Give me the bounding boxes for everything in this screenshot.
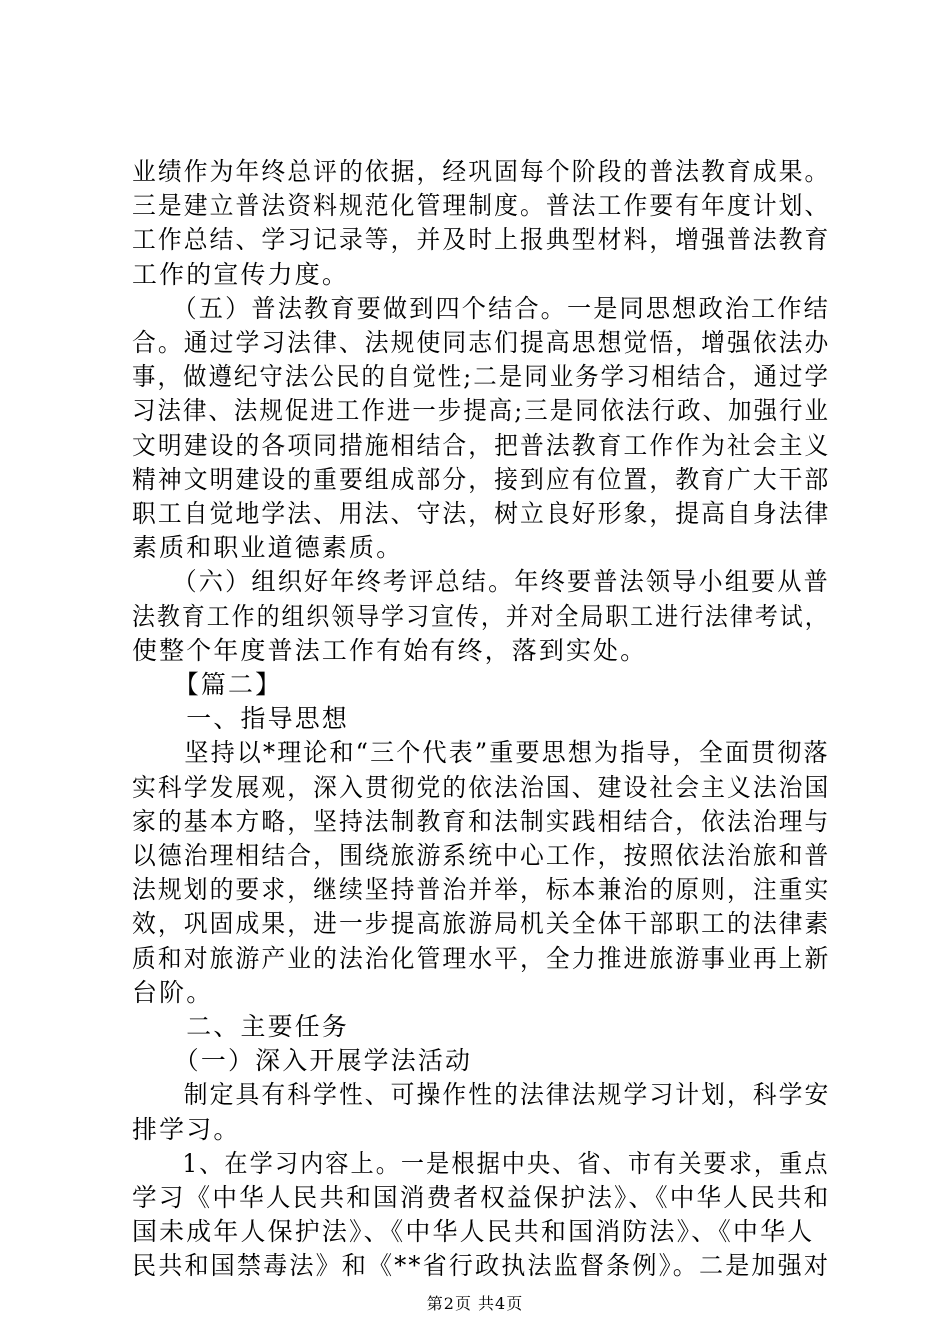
- text-line: 台阶。: [132, 978, 214, 1007]
- text-line: 国未成年人保护法》、《中华人民共和国消防法》、《中华人: [132, 1217, 815, 1246]
- section-heading: （一）深入开展学法活动: [132, 1046, 473, 1075]
- text-line: 家的基本方略，坚持法制教育和法制实践相结合，依法治理与: [132, 807, 831, 836]
- section-heading: 一、指导思想: [132, 704, 349, 733]
- text-line: 事，做遵纪守法公民的自觉性;二是同业务学习相结合，通过学: [132, 362, 831, 391]
- text-line: 工作总结、学习记录等，并及时上报典型材料，增强普法教育: [132, 225, 831, 254]
- text-line: 排学习。: [132, 1115, 241, 1144]
- section-heading: 【篇二】: [132, 670, 283, 699]
- text-line: 习法律、法规促进工作进一步提高;三是同依法行政、加强行业: [132, 396, 831, 425]
- text-line: 法教育工作的组织领导学习宣传，并对全局职工进行法律考试，: [132, 602, 830, 631]
- text-line: （六）组织好年终考评总结。年终要普法领导小组要从普: [132, 567, 830, 596]
- text-line: 1、在学习内容上。一是根据中央、省、市有关要求，重点: [132, 1149, 830, 1178]
- text-line: 合。通过学习法律、法规使同志们提高思想觉悟，增强依法办: [132, 328, 831, 357]
- text-line: 实科学发展观，深入贯彻党的依法治国、建设社会主义法治国: [132, 773, 831, 802]
- text-line: 法规划的要求，继续坚持普治并举，标本兼治的原则，注重实: [132, 875, 831, 904]
- text-line: 以德治理相结合，围绕旅游系统中心工作，按照依法治旅和普: [132, 841, 831, 870]
- text-line: （五）普法教育要做到四个结合。一是同思想政治工作结: [132, 294, 830, 323]
- text-line: 学习《中华人民共和国消费者权益保护法》、《中华人民共和: [132, 1183, 831, 1212]
- section-heading: 二、主要任务: [132, 1012, 349, 1041]
- text-line: 工作的宣传力度。: [132, 260, 349, 289]
- text-line: 业绩作为年终总评的依据，经巩固每个阶段的普法教育成果。: [132, 157, 831, 186]
- text-line: 坚持以*理论和“三个代表”重要思想为指导，全面贯彻落: [132, 738, 830, 767]
- text-line: 效，巩固成果，进一步提高旅游局机关全体干部职工的法律素: [132, 909, 831, 938]
- text-line: 使整个年度普法工作有始有终，落到实处。: [132, 636, 648, 665]
- text-line: 精神文明建设的重要组成部分，接到应有位置，教育广大干部: [132, 465, 831, 494]
- text-line: 质和对旅游产业的法治化管理水平，全力推进旅游事业再上新: [132, 944, 831, 973]
- page-number-footer: 第2页 共4页: [426, 1294, 524, 1313]
- text-line: 素质和职业道德素质。: [132, 533, 404, 562]
- text-line: 三是建立普法资料规范化管理制度。普法工作要有年度计划、: [132, 191, 831, 220]
- text-line: 职工自觉地学法、用法、守法，树立良好形象，提高自身法律: [132, 499, 831, 528]
- text-line: 民共和国禁毒法》和《**省行政执法监督条例》。二是加强对: [132, 1251, 831, 1280]
- text-line: 制定具有科学性、可操作性的法律法规学习计划，科学安: [132, 1080, 831, 1109]
- text-line: 文明建设的各项同措施相结合，把普法教育工作作为社会主义: [132, 431, 831, 460]
